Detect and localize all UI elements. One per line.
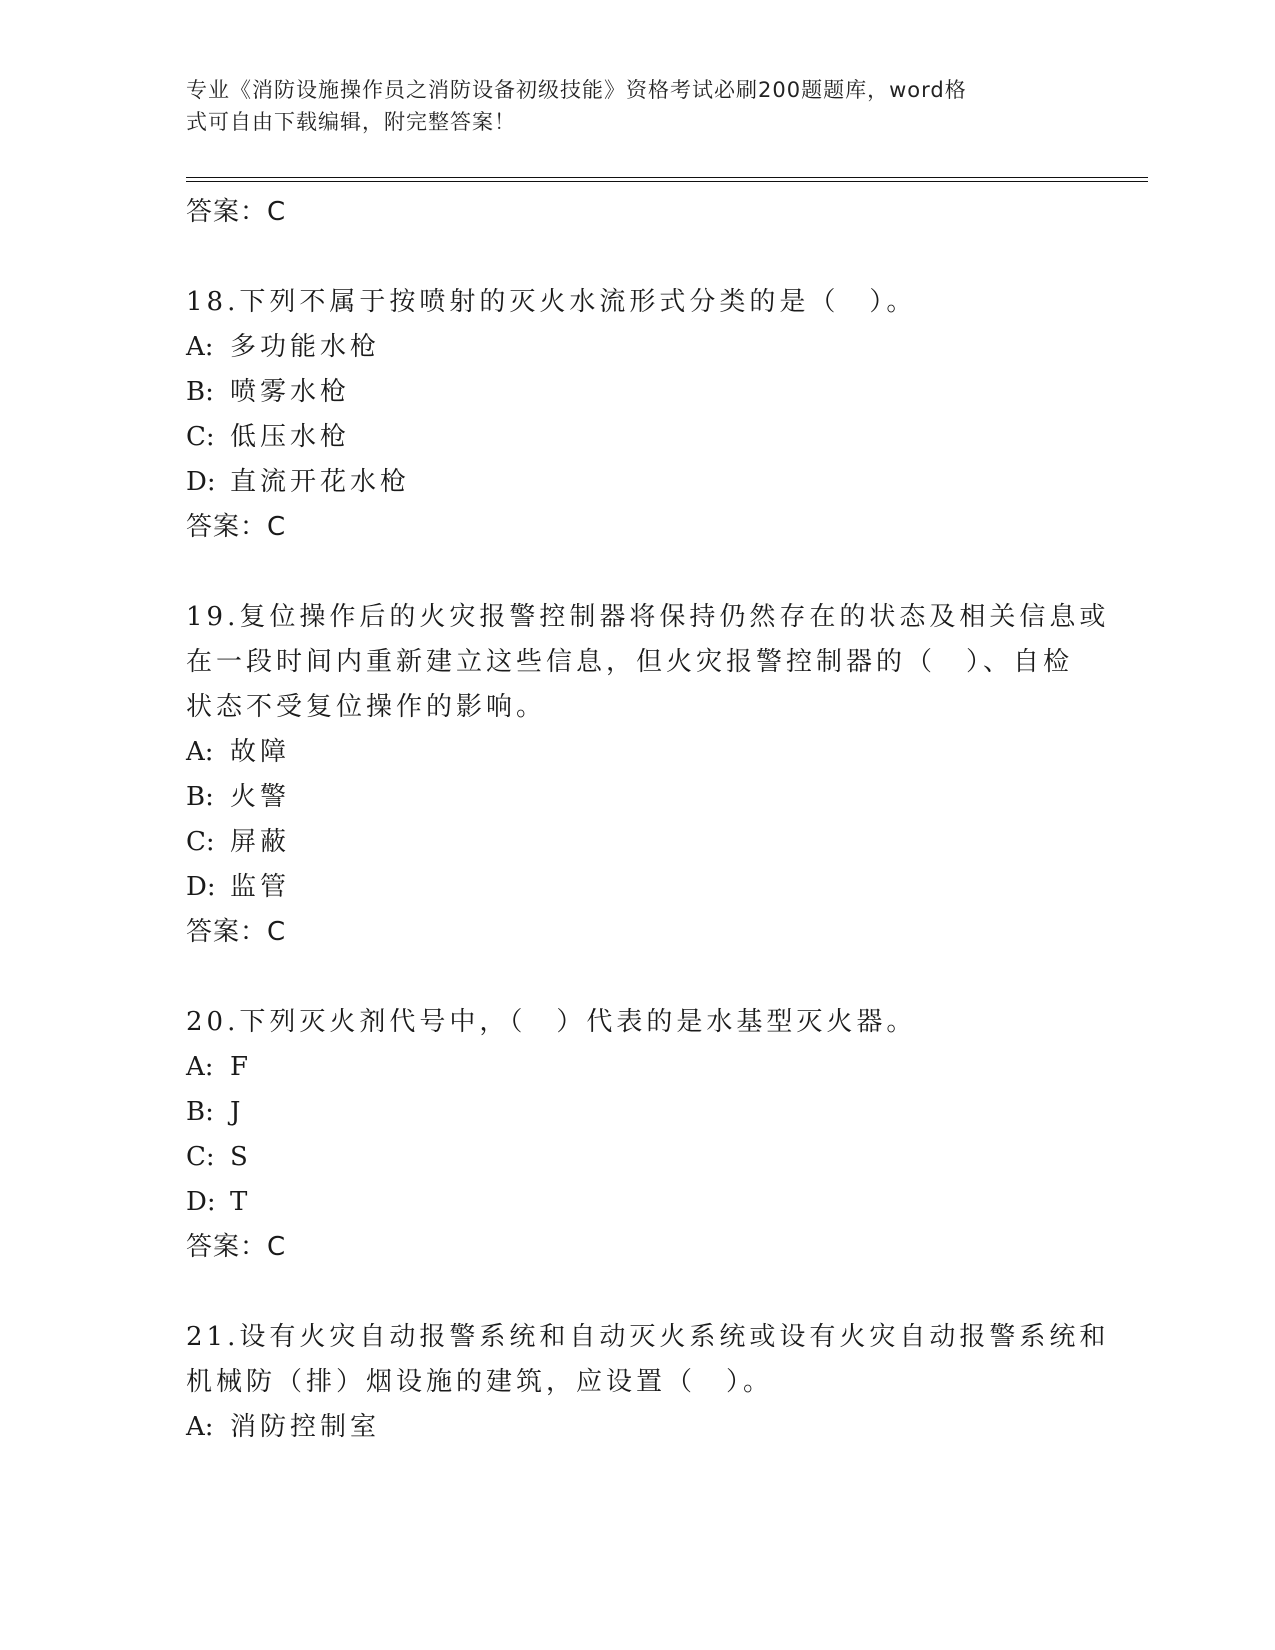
option-text: 多功能水枪	[230, 332, 381, 362]
question-stem: 18.下列不属于按喷射的灭火水流形式分类的是（ ）。	[186, 287, 917, 317]
answer: 答案：C	[186, 917, 287, 947]
question-list	[186, 190, 1110, 1450]
option-c	[186, 1135, 1086, 1180]
option-letter: B:	[186, 782, 214, 812]
option-letter: D:	[186, 872, 216, 902]
option-a	[186, 1045, 1086, 1090]
option-a	[186, 1405, 1086, 1450]
answer: 答案：C	[186, 1232, 287, 1262]
option-letter: C:	[186, 422, 215, 452]
option-c	[186, 820, 1086, 865]
option-letter: C:	[186, 827, 215, 857]
option-text: F	[230, 1052, 253, 1082]
option-letter: C:	[186, 1142, 215, 1172]
option-text: T	[230, 1187, 252, 1217]
option-d	[186, 865, 1086, 910]
option-a	[186, 730, 1086, 775]
previous-answer: 答案：C	[186, 197, 287, 227]
option-letter: A:	[186, 332, 214, 362]
question-stem: 状态不受复位操作的影响。	[186, 692, 547, 722]
header-line-1: 专业《消防设施操作员之消防设备初级技能》资格考试必刷200题题库，word格	[186, 78, 967, 102]
option-text: 喷雾水枪	[230, 377, 351, 407]
option-text: J	[230, 1097, 245, 1127]
option-letter: B:	[186, 377, 214, 407]
question-stem: 20.下列灭火剂代号中，（ ）代表的是水基型灭火器。	[186, 1007, 917, 1037]
option-letter: D:	[186, 467, 216, 497]
answer: 答案：C	[186, 512, 287, 542]
document-header	[186, 74, 1066, 138]
option-text: 低压水枪	[230, 422, 351, 452]
spacer	[186, 235, 1086, 280]
option-c	[186, 415, 1086, 460]
option-letter: A:	[186, 737, 214, 767]
question-stem: 19.复位操作后的火灾报警控制器将保持仍然存在的状态及相关信息或	[186, 602, 1110, 632]
question-stem: 21.设有火灾自动报警系统和自动灭火系统或设有火灾自动报警系统和	[186, 1322, 1110, 1352]
option-text: S	[230, 1142, 252, 1172]
option-text: 火警	[230, 782, 291, 812]
header-line-2: 式可自由下载编辑，附完整答案！	[186, 110, 516, 134]
question-stem: 机械防（排）烟设施的建筑，应设置（ ）。	[186, 1367, 774, 1397]
question-20	[186, 1000, 1086, 1270]
option-text: 故障	[230, 737, 291, 767]
option-b	[186, 370, 1086, 415]
option-d	[186, 460, 1086, 505]
option-text: 监管	[230, 872, 291, 902]
spacer	[186, 550, 1086, 595]
spacer	[186, 1270, 1086, 1315]
option-letter: A:	[186, 1052, 214, 1082]
spacer	[186, 955, 1086, 1000]
option-d	[186, 1180, 1086, 1225]
option-text: 屏蔽	[230, 827, 291, 857]
option-letter: D:	[186, 1187, 216, 1217]
option-letter: A:	[186, 1412, 214, 1442]
question-18	[186, 280, 1086, 550]
question-21	[186, 1315, 1110, 1450]
option-letter: B:	[186, 1097, 214, 1127]
question-stem: 在一段时间内重新建立这些信息，但火灾报警控制器的（ ）、自检	[186, 647, 1074, 677]
question-19	[186, 595, 1110, 955]
option-text: 直流开花水枪	[230, 467, 411, 497]
option-a	[186, 325, 1086, 370]
option-b	[186, 1090, 1086, 1135]
option-b	[186, 775, 1086, 820]
option-text: 消防控制室	[230, 1412, 381, 1442]
header-divider	[186, 177, 1148, 182]
